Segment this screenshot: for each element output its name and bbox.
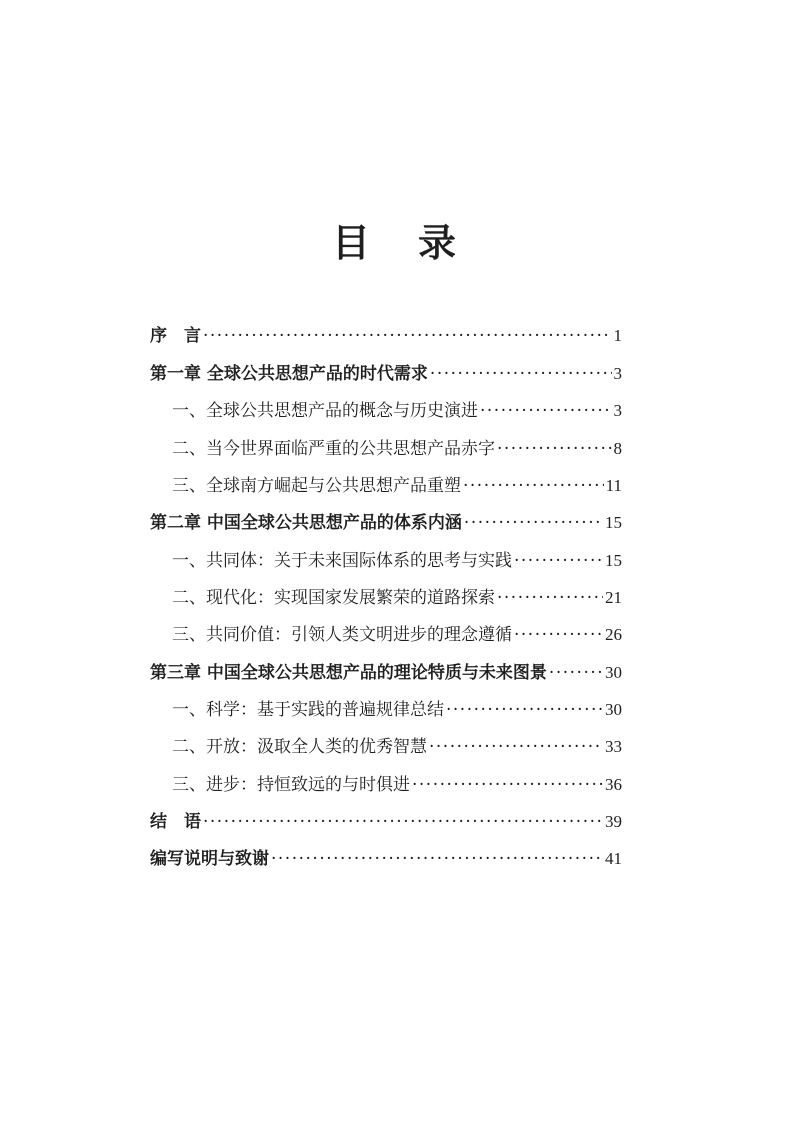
dot-leader	[463, 472, 604, 500]
toc-page-number: 3	[613, 401, 622, 420]
toc-entry-label: 第一章 全球公共思想产品的时代需求	[150, 364, 428, 384]
dot-leader	[497, 584, 603, 612]
toc-page-number: 3	[613, 364, 622, 383]
toc-page-number: 26	[605, 625, 622, 644]
toc-entry-section-3-1[interactable]	[150, 696, 622, 724]
dot-leader	[430, 360, 612, 388]
toc-entry-label: 结 语	[150, 812, 201, 832]
dot-leader	[514, 547, 603, 575]
page-title-char-1: 目	[331, 220, 370, 265]
toc-entry-section-2-2[interactable]	[150, 584, 622, 612]
toc-entry-label: 编写说明与致谢	[150, 849, 269, 869]
dot-leader	[446, 696, 603, 724]
page-title	[0, 212, 788, 267]
toc-entry-chapter-2[interactable]	[150, 509, 622, 537]
page-title-char-2: 录	[418, 220, 457, 265]
toc-entry-section-1-3[interactable]	[150, 472, 622, 500]
toc-entry-label: 一、全球公共思想产品的概念与历史演进	[172, 401, 478, 421]
toc-page-number: 15	[605, 513, 622, 532]
toc-entry-section-3-3[interactable]	[150, 771, 622, 799]
dot-leader	[203, 808, 603, 836]
toc-entry-chapter-1[interactable]	[150, 360, 622, 388]
toc-entry-label: 三、共同价值：引领人类文明进步的理念遵循	[172, 625, 512, 645]
toc-page-number: 39	[605, 812, 622, 831]
toc-entry-label: 二、现代化：实现国家发展繁荣的道路探索	[172, 588, 495, 608]
toc-page-number: 15	[605, 551, 622, 570]
dot-leader	[497, 435, 612, 463]
toc-entry-label: 二、当今世界面临严重的公共思想产品赤字	[172, 439, 495, 459]
toc-entry-section-1-2[interactable]	[150, 435, 622, 463]
toc-entry-label: 三、全球南方崛起与公共思想产品重塑	[172, 476, 461, 496]
toc-entry-label: 序 言	[150, 326, 201, 346]
dot-leader	[429, 733, 603, 761]
toc-page-number: 1	[613, 326, 622, 345]
toc-entry-section-2-1[interactable]	[150, 547, 622, 575]
toc-page-number: 41	[605, 849, 622, 868]
dot-leader	[480, 397, 612, 425]
dot-leader	[514, 621, 603, 649]
toc-page-number: 21	[605, 588, 622, 607]
toc-page-number: 33	[605, 737, 622, 756]
toc-entry-label: 第三章 中国全球公共思想产品的理论特质与未来图景	[150, 663, 547, 683]
toc-entry-label: 一、共同体：关于未来国际体系的思考与实践	[172, 551, 512, 571]
toc-entry-section-1-1[interactable]	[150, 397, 622, 425]
toc-entry-section-2-3[interactable]	[150, 621, 622, 649]
toc-page-number: 36	[605, 775, 622, 794]
dot-leader	[464, 509, 603, 537]
toc-entry-conclusion[interactable]	[150, 808, 622, 836]
dot-leader	[203, 322, 612, 350]
toc-page-number: 30	[605, 700, 622, 719]
toc-entry-chapter-3[interactable]	[150, 659, 622, 687]
dot-leader	[412, 771, 603, 799]
toc-page-number: 30	[605, 663, 622, 682]
toc-entry-section-3-2[interactable]	[150, 733, 622, 761]
toc-entry-label: 三、进步：持恒致远的与时俱进	[172, 775, 410, 795]
toc-entry-preface[interactable]	[150, 322, 622, 350]
toc-entry-label: 二、开放：汲取全人类的优秀智慧	[172, 737, 427, 757]
toc-entry-acknowledgements[interactable]	[150, 845, 622, 873]
dot-leader	[271, 845, 603, 873]
toc-page-number: 11	[605, 476, 622, 495]
toc-entry-label: 第二章 中国全球公共思想产品的体系内涵	[150, 513, 462, 533]
toc-entry-label: 一、科学：基于实践的普遍规律总结	[172, 700, 444, 720]
toc-page-number: 8	[613, 439, 622, 458]
dot-leader	[549, 659, 603, 687]
